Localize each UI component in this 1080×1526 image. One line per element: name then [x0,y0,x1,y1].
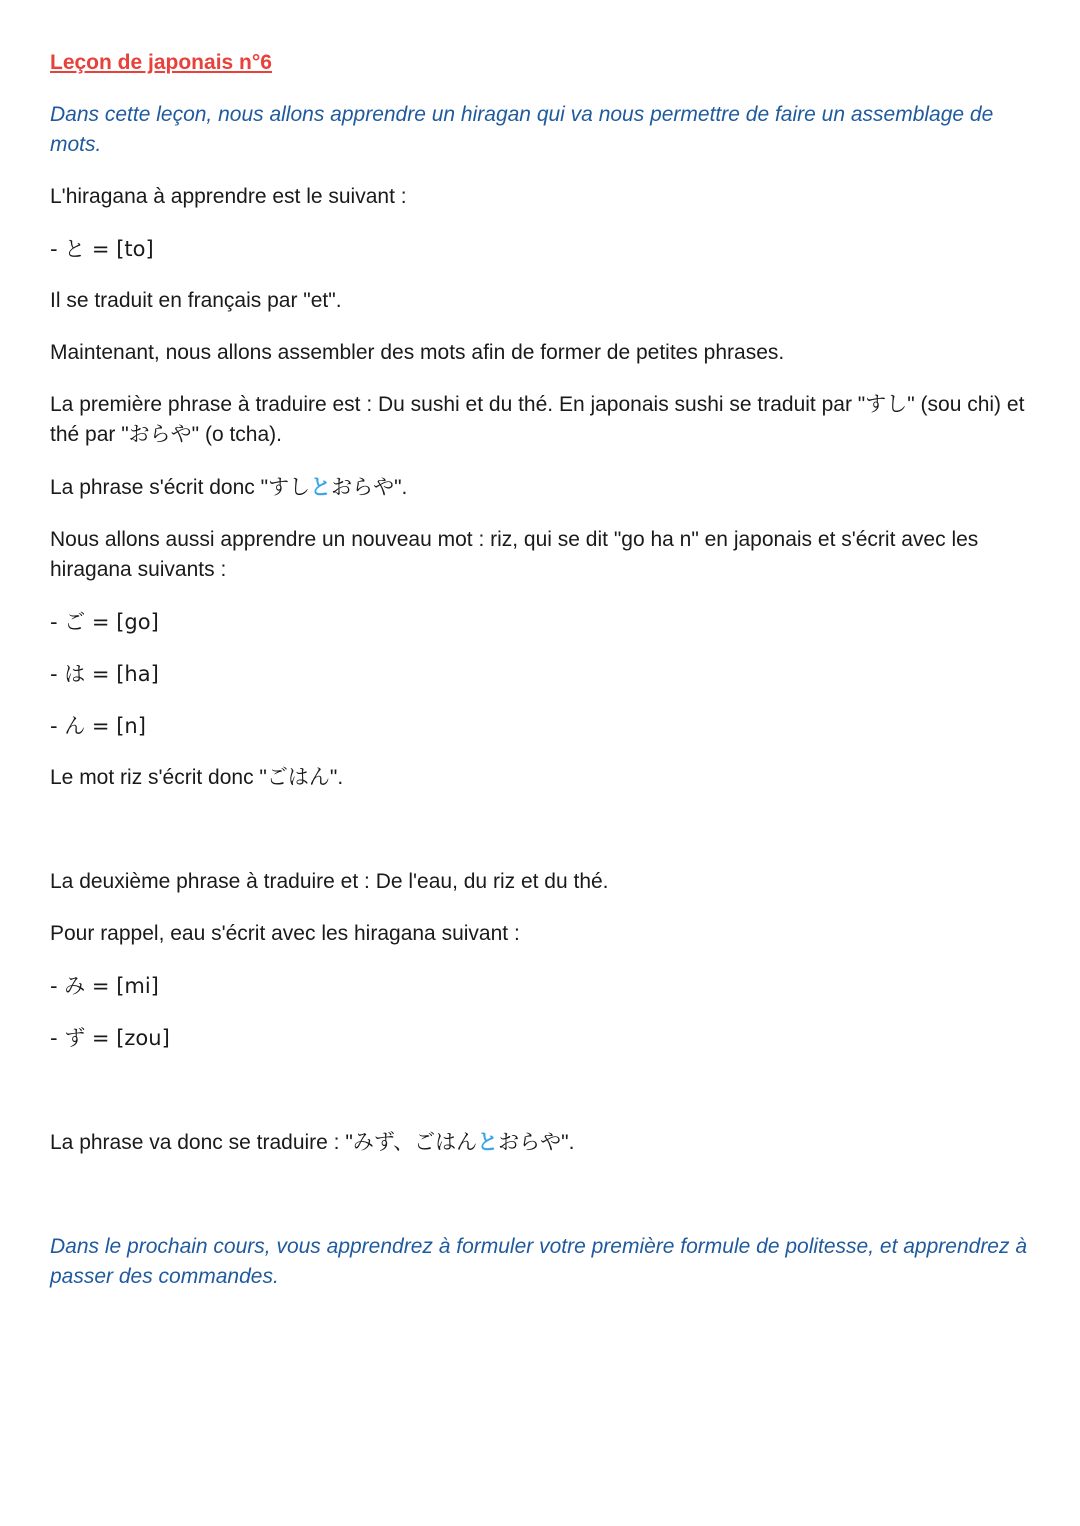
hiragana-zu-line: - ず = [zou] [50,1026,170,1050]
translation-line: Il se traduit en français par "et". [50,289,342,312]
first-phrase-part1: すし [268,475,311,499]
second-phrase-prefix: La phrase va donc se traduire : " [50,1131,353,1154]
first-phrase-prefix: La phrase s'écrit donc " [50,476,269,499]
second-phrase-suffix: ". [561,1131,575,1154]
second-phrase-written [50,1127,1040,1158]
hiragana-mi-line: - み = [mi] [50,974,159,998]
rice-word-line: Le mot riz s'écrit donc "ごはん". [50,766,344,789]
second-phrase-particle: と [477,1130,499,1154]
first-phrase-line: La première phrase à traduire est : Du sushi et du thé. En japonais sushi se traduit par "すし" (sou chi) et thé par "おらや" (o tcha). [50,393,1025,446]
new-word-line: Nous allons aussi apprendre un nouveau mot : riz, qui se dit "go ha n" en japonais et s'écrit avec les hiragana suivants : [50,528,979,581]
second-phrase-part2: おらや [498,1130,562,1154]
hiragana-ha-line: - は = [ha] [50,662,159,686]
lesson-title: Leçon de japonais n°6 [50,51,272,74]
reminder-line: Pour rappel, eau s'écrit avec les hiragana suivant : [50,922,520,945]
first-phrase-written [50,472,1040,503]
learn-line: L'hiragana à apprendre est le suivant : [50,185,407,208]
first-phrase-suffix: ". [394,476,408,499]
lesson-intro: Dans cette leçon, nous allons apprendre un hiragan qui va nous permettre de faire un assemblage de mots. [50,103,994,156]
lesson-page [50,48,1040,1314]
first-phrase-part2: おらや [331,475,395,499]
second-phrase-line: La deuxième phrase à traduire et : De l'eau, du riz et du thé. [50,870,609,893]
second-phrase-part1: みず、ごはん [352,1130,478,1154]
hiragana-to-line: - と = [to] [50,237,154,261]
lesson-outro: Dans le prochain cours, vous apprendrez à formuler votre première formule de politesse, et apprendrez à passer des commandes. [50,1235,1028,1288]
assemble-line: Maintenant, nous allons assembler des mots afin de former de petites phrases. [50,341,785,364]
hiragana-n-line: - ん = [n] [50,714,146,738]
hiragana-go-line: - ご = [go] [50,610,159,634]
first-phrase-particle: と [310,475,332,499]
